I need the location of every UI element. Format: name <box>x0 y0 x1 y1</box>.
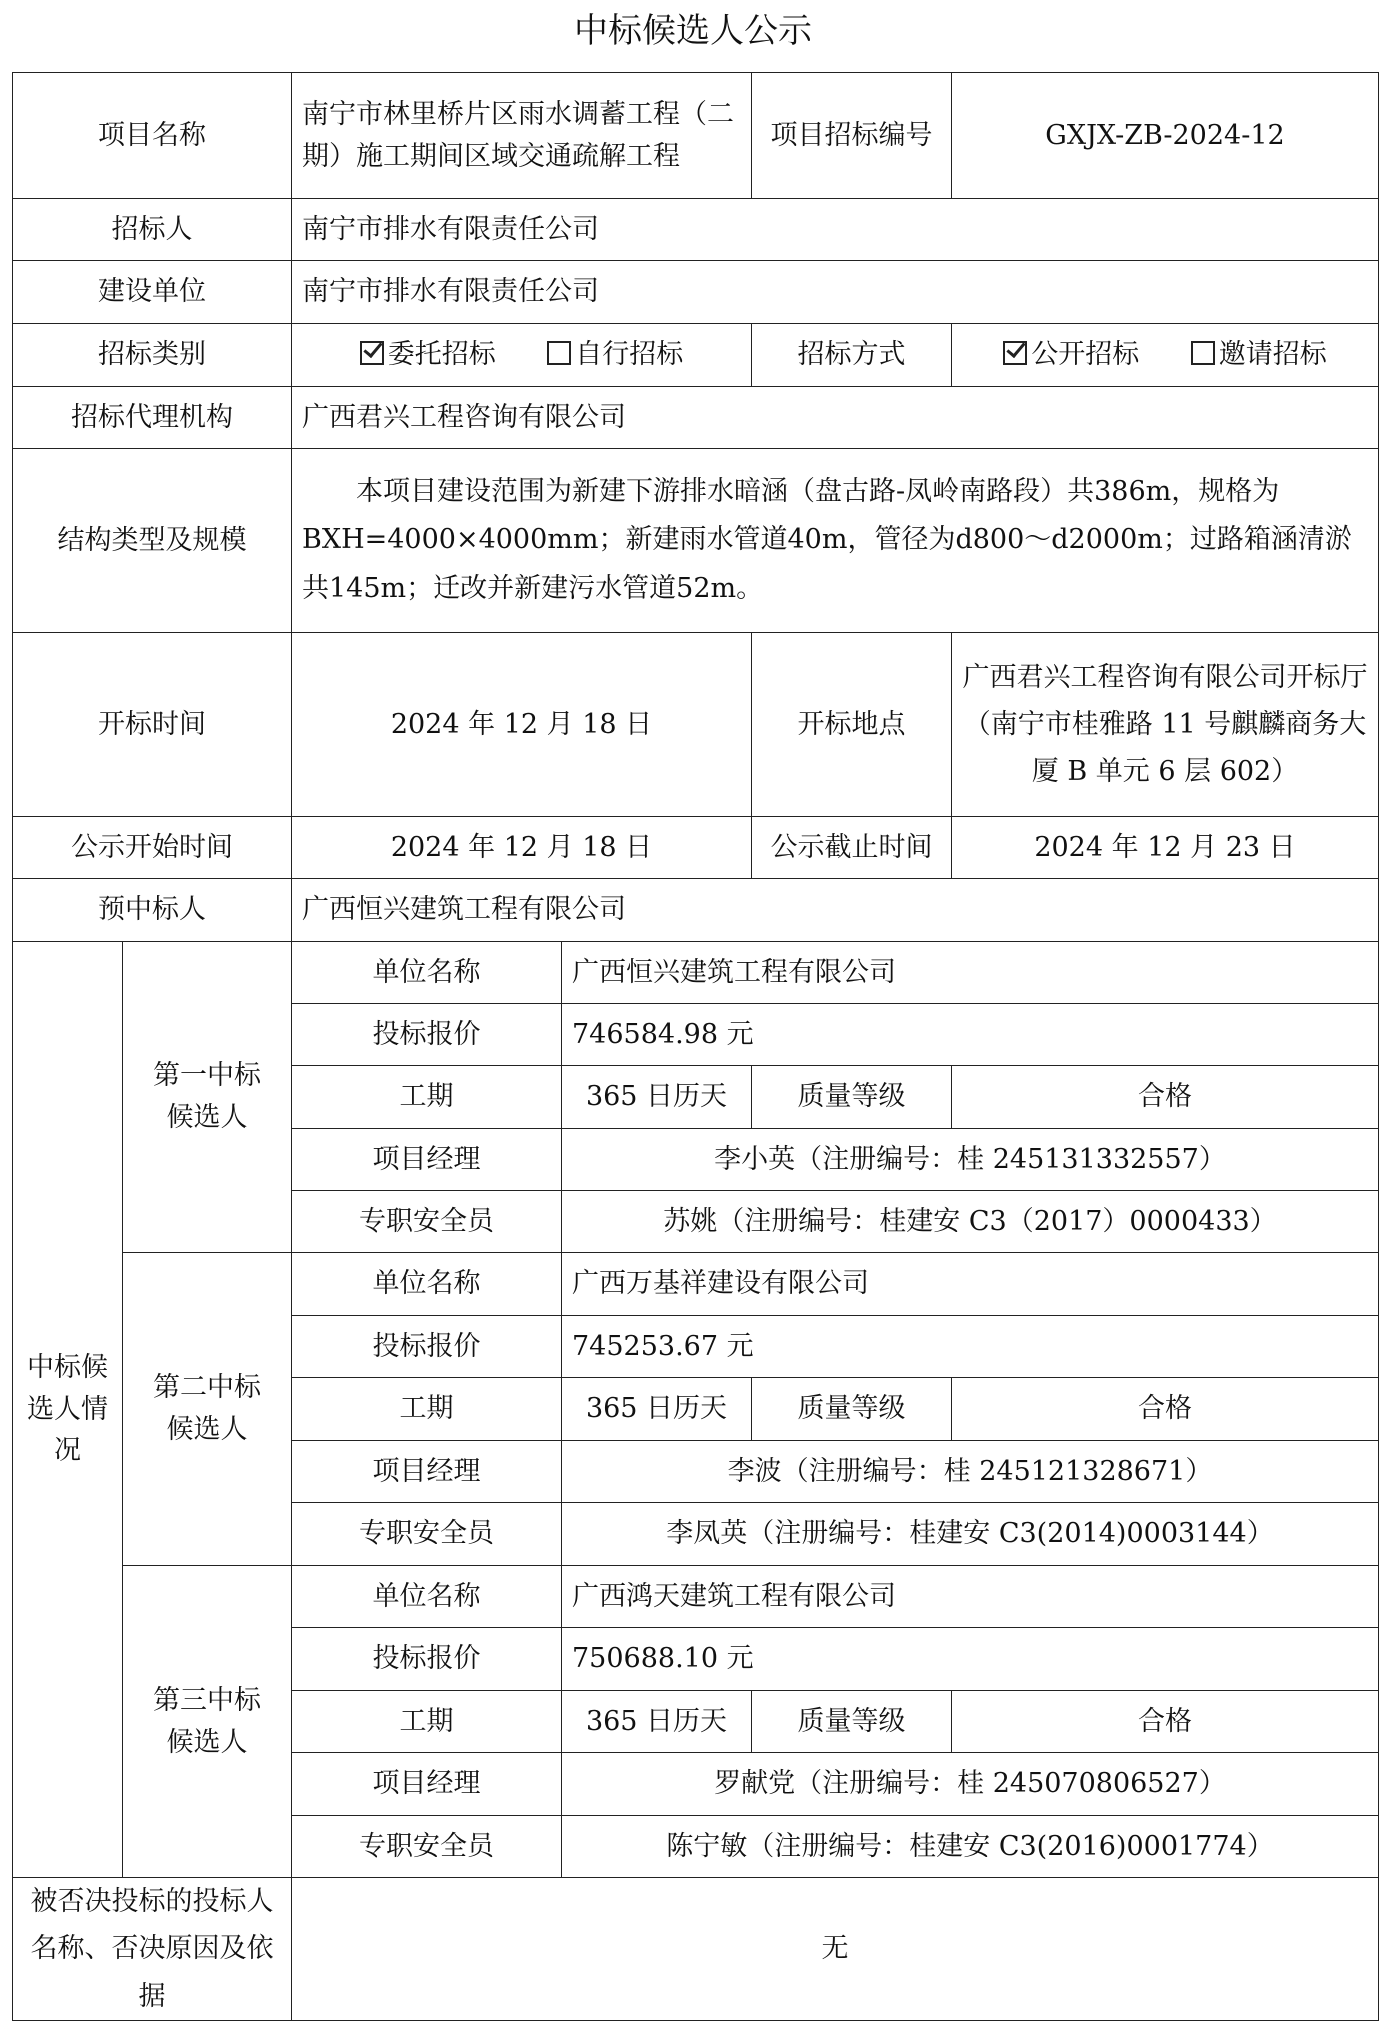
candidate-3-period: 365 日历天 <box>562 1691 752 1753</box>
pub-end-value: 2024 年 12 月 23 日 <box>952 817 1379 879</box>
row-winner <box>13 879 1379 942</box>
scale-label: 结构类型及规模 <box>13 449 292 633</box>
candidate-3-manager: 罗献党（注册编号：桂 245070806527） <box>562 1753 1379 1816</box>
scale-value: 本项目建设范围为新建下游排水暗涵（盘古路-凤岭南路段）共386m，规格为BXH=4000×4000mm；新建雨水管道40m，管径为d800～d2000m；过路箱涵清淤共145m；迁改并新建污水管道52m。 <box>292 449 1379 633</box>
open-place-value: 广西君兴工程咨询有限公司开标厅（南宁市桂雅路 11 号麒麟商务大厦 B 单元 6 层 602） <box>952 633 1379 817</box>
rejected-value: 无 <box>292 1878 1379 2021</box>
candidate-1-manager: 李小英（注册编号：桂 245131332557） <box>562 1129 1379 1191</box>
row-publication <box>13 817 1379 879</box>
pub-start-label: 公示开始时间 <box>13 817 292 879</box>
row-builder <box>13 261 1379 324</box>
candidate-1-quality: 合格 <box>952 1066 1379 1129</box>
candidate-2-quality-label: 质量等级 <box>752 1378 952 1441</box>
candidate-1-price-label: 投标报价 <box>292 1004 562 1066</box>
candidate-3-row-name <box>13 1566 1379 1628</box>
candidate-2-safety: 李凤英（注册编号：桂建安 C3(2014)0003144） <box>562 1503 1379 1566</box>
row-category <box>13 324 1379 387</box>
candidate-1-name-label: 单位名称 <box>292 942 562 1004</box>
candidate-3-name-label: 单位名称 <box>292 1566 562 1628</box>
candidate-3-manager-label: 项目经理 <box>292 1753 562 1816</box>
candidate-3-safety-label: 专职安全员 <box>292 1816 562 1878</box>
candidate-1-name: 广西恒兴建筑工程有限公司 <box>562 942 1379 1004</box>
checkbox-checked-icon <box>360 341 384 365</box>
row-project-name <box>13 73 1379 199</box>
row-open <box>13 633 1379 817</box>
checkbox-checked-icon <box>1003 341 1027 365</box>
page-title: 中标候选人公示 <box>574 11 812 51</box>
candidate-1-quality-label: 质量等级 <box>752 1066 952 1129</box>
bid-announcement-table <box>12 72 1378 2021</box>
candidate-1-price: 746584.98 元 <box>562 1004 1379 1066</box>
tender-no-value: GXJX-ZB-2024-12 <box>952 73 1379 199</box>
row-rejected <box>13 1878 1379 2021</box>
agency-label: 招标代理机构 <box>13 387 292 449</box>
open-time-value: 2024 年 12 月 18 日 <box>292 633 752 817</box>
row-tenderer <box>13 199 1379 261</box>
candidate-3-price: 750688.10 元 <box>562 1628 1379 1691</box>
candidate-2-period-label: 工期 <box>292 1378 562 1441</box>
project-name-label: 项目名称 <box>13 73 292 199</box>
row-agency <box>13 387 1379 449</box>
category-option-self[interactable]: 自行招标 <box>547 334 683 376</box>
method-options <box>952 324 1379 387</box>
builder-label: 建设单位 <box>13 261 292 324</box>
candidate-2-period: 365 日历天 <box>562 1378 752 1441</box>
candidate-3-period-label: 工期 <box>292 1691 562 1753</box>
candidate-1-rank: 第一中标候选人 <box>123 942 292 1253</box>
candidate-1-safety-label: 专职安全员 <box>292 1191 562 1253</box>
candidate-3-quality: 合格 <box>952 1691 1379 1753</box>
candidate-2-name-label: 单位名称 <box>292 1253 562 1316</box>
winner-value: 广西恒兴建筑工程有限公司 <box>292 879 1379 942</box>
row-scale <box>13 449 1379 633</box>
candidate-2-price-label: 投标报价 <box>292 1316 562 1378</box>
method-label: 招标方式 <box>752 324 952 387</box>
builder-value: 南宁市排水有限责任公司 <box>292 261 1379 324</box>
candidate-2-rank: 第二中标候选人 <box>123 1253 292 1566</box>
pub-start-value: 2024 年 12 月 18 日 <box>292 817 752 879</box>
candidate-3-price-label: 投标报价 <box>292 1628 562 1691</box>
checkbox-empty-icon <box>1191 341 1215 365</box>
candidates-label: 中标候选人情况 <box>13 942 123 1878</box>
checkbox-empty-icon <box>547 341 571 365</box>
candidate-3-quality-label: 质量等级 <box>752 1691 952 1753</box>
candidate-1-period: 365 日历天 <box>562 1066 752 1129</box>
candidate-2-safety-label: 专职安全员 <box>292 1503 562 1566</box>
candidate-1-safety: 苏姚（注册编号：桂建安 C3（2017）0000433） <box>562 1191 1379 1253</box>
candidate-2-manager-label: 项目经理 <box>292 1441 562 1503</box>
candidate-1-row-name <box>13 942 1379 1004</box>
rejected-label: 被否决投标的投标人名称、否决原因及依据 <box>13 1878 292 2021</box>
candidate-1-period-label: 工期 <box>292 1066 562 1129</box>
candidate-3-name: 广西鸿天建筑工程有限公司 <box>562 1566 1379 1628</box>
tender-no-label: 项目招标编号 <box>752 73 952 199</box>
pub-end-label: 公示截止时间 <box>752 817 952 879</box>
method-option-invite[interactable]: 邀请招标 <box>1191 334 1327 376</box>
category-option-entrusted[interactable]: 委托招标 <box>360 334 496 376</box>
open-time-label: 开标时间 <box>13 633 292 817</box>
method-option-open[interactable]: 公开招标 <box>1003 334 1139 376</box>
candidate-2-row-name <box>13 1253 1379 1316</box>
category-label: 招标类别 <box>13 324 292 387</box>
candidate-2-price: 745253.67 元 <box>562 1316 1379 1378</box>
project-name-value: 南宁市林里桥片区雨水调蓄工程（二期）施工期间区域交通疏解工程 <box>292 73 752 199</box>
candidate-2-quality: 合格 <box>952 1378 1379 1441</box>
tenderer-label: 招标人 <box>13 199 292 261</box>
candidate-3-safety: 陈宁敏（注册编号：桂建安 C3(2016)0001774） <box>562 1816 1379 1878</box>
candidate-2-manager: 李波（注册编号：桂 245121328671） <box>562 1441 1379 1503</box>
tenderer-value: 南宁市排水有限责任公司 <box>292 199 1379 261</box>
category-options <box>292 324 752 387</box>
candidate-3-rank: 第三中标候选人 <box>123 1566 292 1878</box>
candidate-2-name: 广西万基祥建设有限公司 <box>562 1253 1379 1316</box>
winner-label: 预中标人 <box>13 879 292 942</box>
candidate-1-manager-label: 项目经理 <box>292 1129 562 1191</box>
agency-value: 广西君兴工程咨询有限公司 <box>292 387 1379 449</box>
open-place-label: 开标地点 <box>752 633 952 817</box>
